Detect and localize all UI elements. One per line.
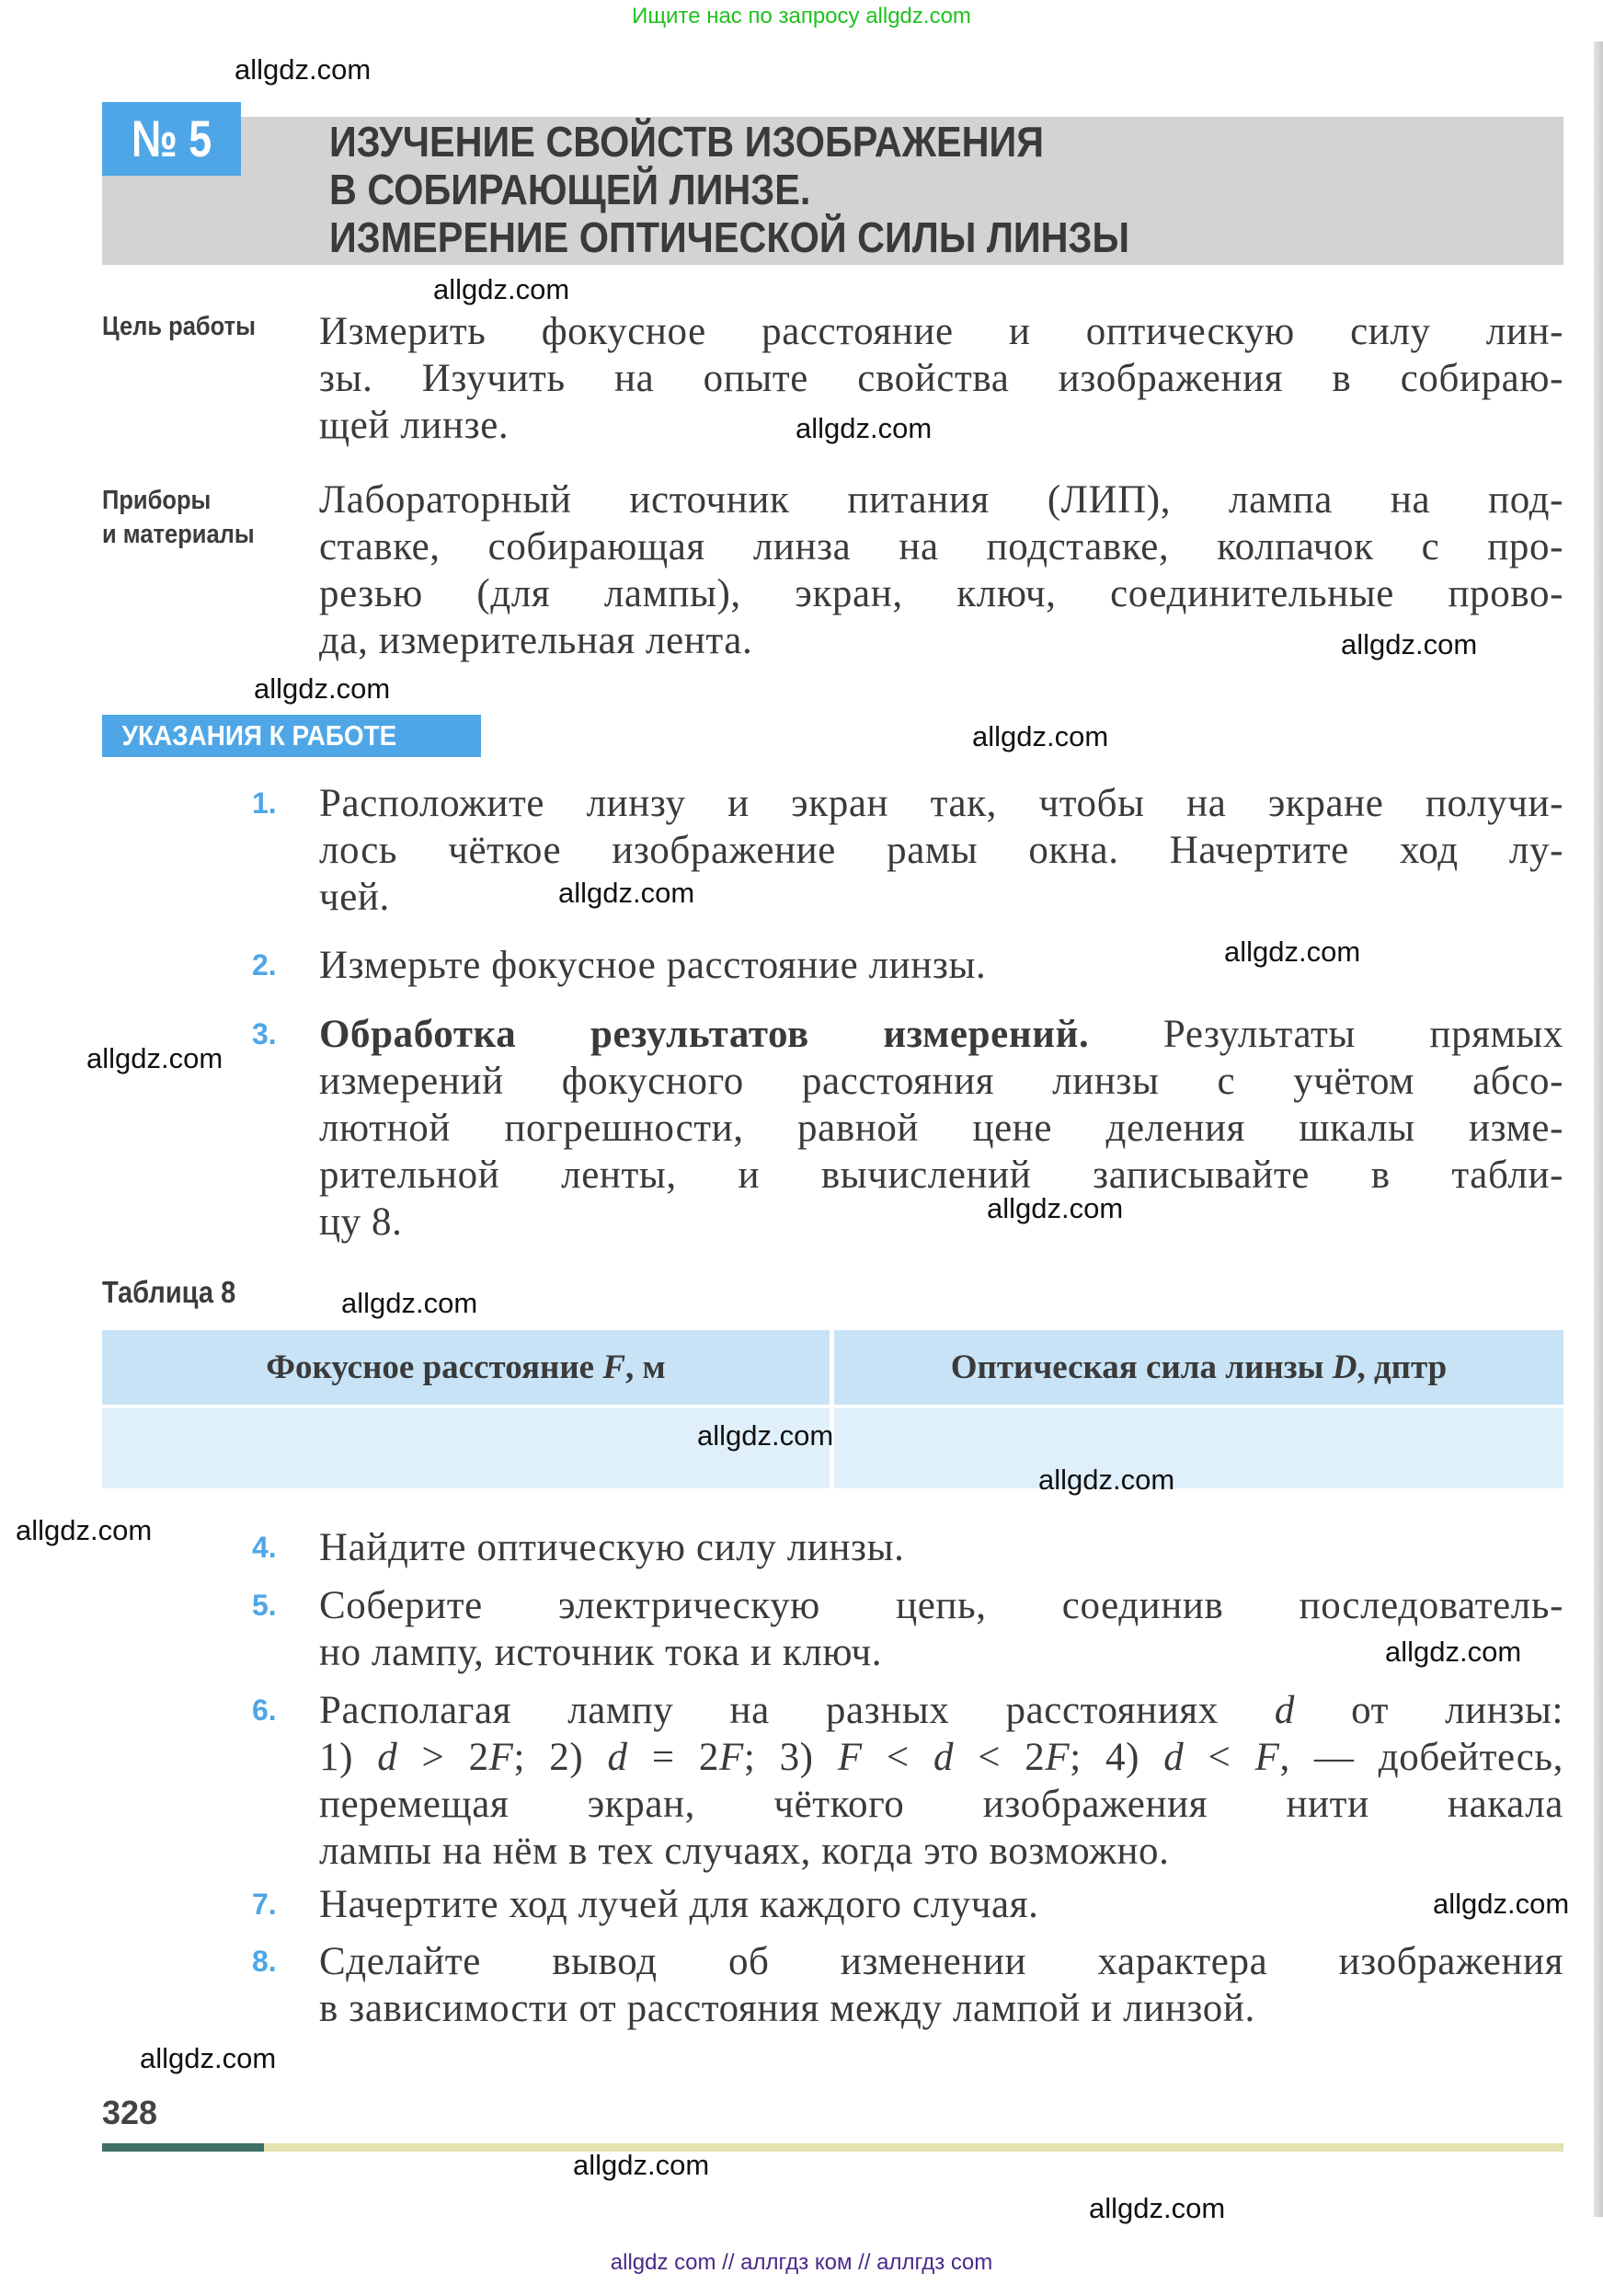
step-text — [319, 1687, 1563, 1875]
text-line: лось чёткое изображение рамы окна. Начертите ход лу- — [319, 829, 1563, 872]
watermark: allgdz.com — [1385, 1636, 1522, 1668]
equipment-label — [102, 484, 255, 552]
bottom-note: allgdz com // аллгдз ком // аллгдз com — [610, 2250, 993, 2275]
text-line: Измерить фокусное расстояние и оптическую силу лин- — [319, 310, 1563, 353]
step-text — [319, 1524, 1563, 1571]
text-line: Соберите электрическую цепь, соединив последователь- — [319, 1584, 1563, 1627]
table-caption: Таблица 8 — [102, 1275, 236, 1309]
step-text — [319, 1582, 1563, 1676]
watermark: allgdz.com — [558, 877, 695, 909]
text-line: Расположите линзу и экран так, чтобы на экране получи- — [319, 782, 1563, 825]
table-header-optical-power: Оптическая сила линзы D, дптр — [834, 1330, 1563, 1405]
work-number: № 5 — [131, 109, 212, 167]
page-edge-shadow — [1594, 41, 1603, 2217]
footer-bar — [264, 2143, 1563, 2152]
watermark: allgdz.com — [796, 412, 933, 444]
table-cell-optical-power — [834, 1408, 1563, 1488]
text-line: Начертите ход лучей для каждого случая. — [319, 1883, 1039, 1926]
watermark: allgdz.com — [697, 1419, 834, 1452]
step-number: 4. — [252, 1531, 277, 1564]
step-number: 1. — [252, 786, 277, 820]
watermark: allgdz.com — [341, 1287, 478, 1319]
text-line: да, измерительная лента. — [319, 619, 753, 662]
text-line: лютной погрешности, равной цене деления шкалы изме- — [319, 1107, 1563, 1150]
watermark: allgdz.com — [86, 1042, 223, 1074]
watermark: allgdz.com — [1341, 628, 1478, 660]
title-line: ИЗУЧЕНИЕ СВОЙСТВ ИЗОБРАЖЕНИЯ — [329, 118, 1045, 166]
text-line: Располагая лампу на разных расстояниях d от линзы: — [319, 1689, 1564, 1732]
watermark: allgdz.com — [235, 53, 372, 86]
text-line: измерений фокусного расстояния линзы с учётом абсо- — [319, 1060, 1563, 1103]
text-line: щей линзе. — [319, 404, 510, 447]
title-line: В СОБИРАЮЩЕЙ ЛИНЗЕ. — [329, 166, 811, 213]
page-number: 328 — [102, 2094, 158, 2131]
watermark: allgdz.com — [433, 273, 570, 305]
watermark: allgdz.com — [1038, 1464, 1175, 1496]
watermark: allgdz.com — [573, 2149, 710, 2181]
goal-text — [319, 308, 1563, 449]
table-header-focal-length: Фокусное расстояние F, м — [102, 1330, 830, 1405]
step-text — [319, 1881, 1563, 1928]
watermark: allgdz.com — [140, 2042, 277, 2074]
step-text — [319, 1938, 1563, 2032]
text-line: рительной ленты, и вычислений записывайте в табли- — [319, 1154, 1563, 1197]
title-line: ИЗМЕРЕНИЕ ОПТИЧЕСКОЙ СИЛЫ ЛИНЗЫ — [329, 213, 1130, 261]
page-title — [329, 118, 1129, 261]
watermark: allgdz.com — [1224, 936, 1361, 968]
watermark: allgdz.com — [1433, 1888, 1570, 1920]
text-line: зы. Изучить на опыте свойства изображения в собираю- — [319, 357, 1563, 400]
step-number: 5. — [252, 1589, 277, 1622]
watermark: allgdz.com — [987, 1192, 1124, 1224]
step-number: 3. — [252, 1017, 277, 1050]
step-text — [319, 780, 1563, 921]
top-note: Ищите нас по запросу allgdz.com — [632, 4, 971, 29]
step-number: 6. — [252, 1693, 277, 1727]
text-line: Сделайте вывод об изменении характера изображения — [319, 1940, 1563, 1983]
watermark: allgdz.com — [1089, 2192, 1226, 2224]
text-line: Лабораторный источник питания (ЛИП), лампа на под- — [319, 478, 1563, 522]
text-line: лампы на нём в тех случаях, когда это возможно. — [319, 1830, 1170, 1873]
text-line: цу 8. — [319, 1200, 403, 1244]
text-line: в зависимости от расстояния между лампой и линзой. — [319, 1987, 1255, 2030]
text-line: чей. — [319, 876, 390, 919]
text-line: перемещая экран, чёткого изображения нити накала — [319, 1783, 1563, 1826]
equipment-label-line: Приборы — [102, 486, 212, 515]
footer-bar-accent — [102, 2143, 264, 2152]
text-line: Обработка результатов измерений. Результаты прямых — [319, 1013, 1563, 1056]
work-number-badge — [102, 102, 241, 176]
step-number: 2. — [252, 948, 277, 982]
text-line: 1) d > 2F; 2) d = 2F; 3) F < d < 2F; 4) d < F, — добейтесь, — [319, 1736, 1563, 1779]
watermark: allgdz.com — [972, 720, 1109, 752]
watermark: allgdz.com — [254, 672, 391, 705]
text-line: Найдите оптическую силу линзы. — [319, 1526, 905, 1569]
text-line: ставке, собирающая линза на подставке, колпачок с про- — [319, 525, 1563, 568]
goal-label: Цель работы — [102, 312, 256, 341]
watermark: allgdz.com — [16, 1514, 153, 1546]
equipment-label-line: и материалы — [102, 520, 255, 549]
step-number: 7. — [252, 1888, 277, 1921]
step-text — [319, 942, 1563, 989]
text-line: но лампу, источник тока и ключ. — [319, 1631, 883, 1674]
instructions-banner-label: УКАЗАНИЯ К РАБОТЕ — [121, 719, 397, 752]
text-line: Измерьте фокусное расстояние линзы. — [319, 944, 987, 987]
step-number: 8. — [252, 1945, 277, 1978]
instructions-banner — [102, 715, 481, 757]
step-text — [319, 1011, 1563, 1246]
text-line: резью (для лампы), экран, ключ, соединительные прово- — [319, 572, 1563, 615]
